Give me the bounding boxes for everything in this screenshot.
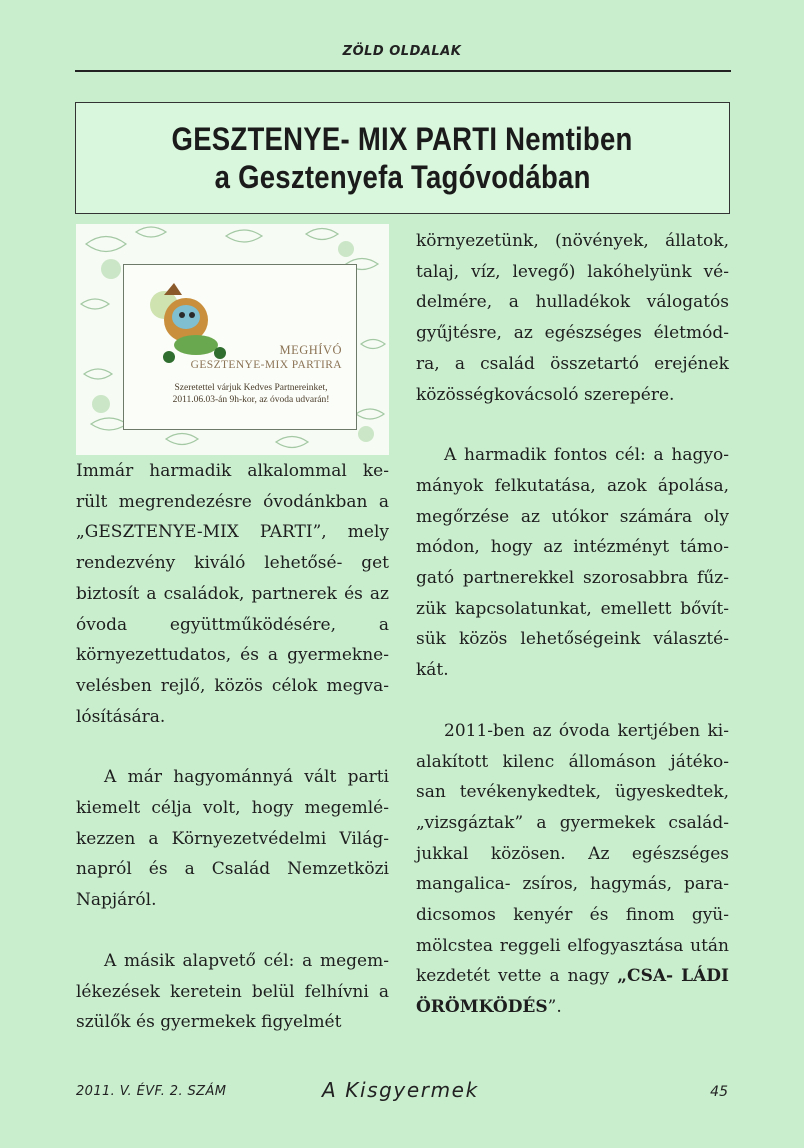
- paragraph: Immár harmadik alkalommal ke- rült megrendezésre óvodánkban a „GESZTENYE-MIX PARTI”, mely rendezvény kiváló lehetősé- get biztosít a családok, partnerek és az óvoda együttműködésére, a környezettudatos, és a gyermekne- velésben rejlő, közös célok megva- lósítására.: [76, 461, 390, 727]
- emphasis-text: LÁDI ÖRÖMKÖDÉS: [416, 966, 729, 1018]
- invitation-card: [123, 264, 357, 430]
- invitation-text: [146, 382, 356, 406]
- invitation-text-line-2: 2011.06.03-án 9h-kor, az óvoda udvarán!: [172, 395, 330, 405]
- article-title-box: [75, 102, 730, 214]
- paragraph: 2011-ben az óvoda kertjében ki- alakított kilenc állomáson játéko- san tevékenykedtek, ügyeskedtek, „vizsgáztak” a gyermekek család- jukkal közösen. Az egészséges mangalica- zsíros, hagymás, para- dicsomos kenyér és finom gyü- mölcstea reggeli elfogyasztása után kezdetét vette a nagy „CSA- LÁDI ÖRÖMKÖDÉS”.: [416, 720, 729, 1018]
- paragraph: környezetünk, (növények, állatok, talaj, víz, levegő) lakóhelyünk vé- delmére, a hulladékok válogatós gyűjtésre, az egészséges életmód- ra, a család összetartó erejének közösségkovácsoló szerepére.: [416, 231, 729, 405]
- running-title: ZÖLD OLDALAK: [342, 44, 462, 59]
- invitation-heading: MEGHÍVÓ: [279, 343, 342, 357]
- paragraph: A harmadik fontos cél: a hagyo- mányok felkutatása, azok ápolása, megőrzése az utókor számára oly módon, hogy az intézményt támo- gató partnerekkel szorosabbra fűz- zük kapcsolatunkat, emellett bővít- sük közös lehetőségeink választé- kát.: [416, 445, 729, 681]
- left-column: [76, 456, 389, 1038]
- header-rule: [75, 70, 731, 72]
- paragraph: A már hagyománnyá vált parti kiemelt célja volt, hogy megemlé- kezzen a Környezetvédelmi Világ- napról és a Család Nemzetközi Napjáról.: [76, 767, 389, 911]
- article-title-line-1: GESZTENYE- MIX PARTI Nemtiben: [171, 121, 634, 157]
- right-column: [416, 226, 729, 1023]
- page-number: 45: [710, 1084, 728, 1100]
- invitation-subheading: GESZTENYE-MIX PARTIRA: [190, 359, 342, 371]
- article-title-line-2: a Gesztenyefa Tagóvodában: [214, 159, 591, 195]
- issue-info: 2011. V. ÉVF. 2. SZÁM: [76, 1084, 227, 1099]
- invitation-photo: [76, 224, 389, 455]
- emphasis-text: „CSA-: [617, 966, 674, 987]
- invitation-text-line-1: Szeretettel várjuk Kedves Partnereinket,: [174, 383, 328, 393]
- magazine-name: A Kisgyermek: [322, 1078, 479, 1102]
- paragraph: A másik alapvető cél: a megem- lékezések keretein belül felhívni a szülők és gyermekek figyelmét: [76, 950, 389, 1033]
